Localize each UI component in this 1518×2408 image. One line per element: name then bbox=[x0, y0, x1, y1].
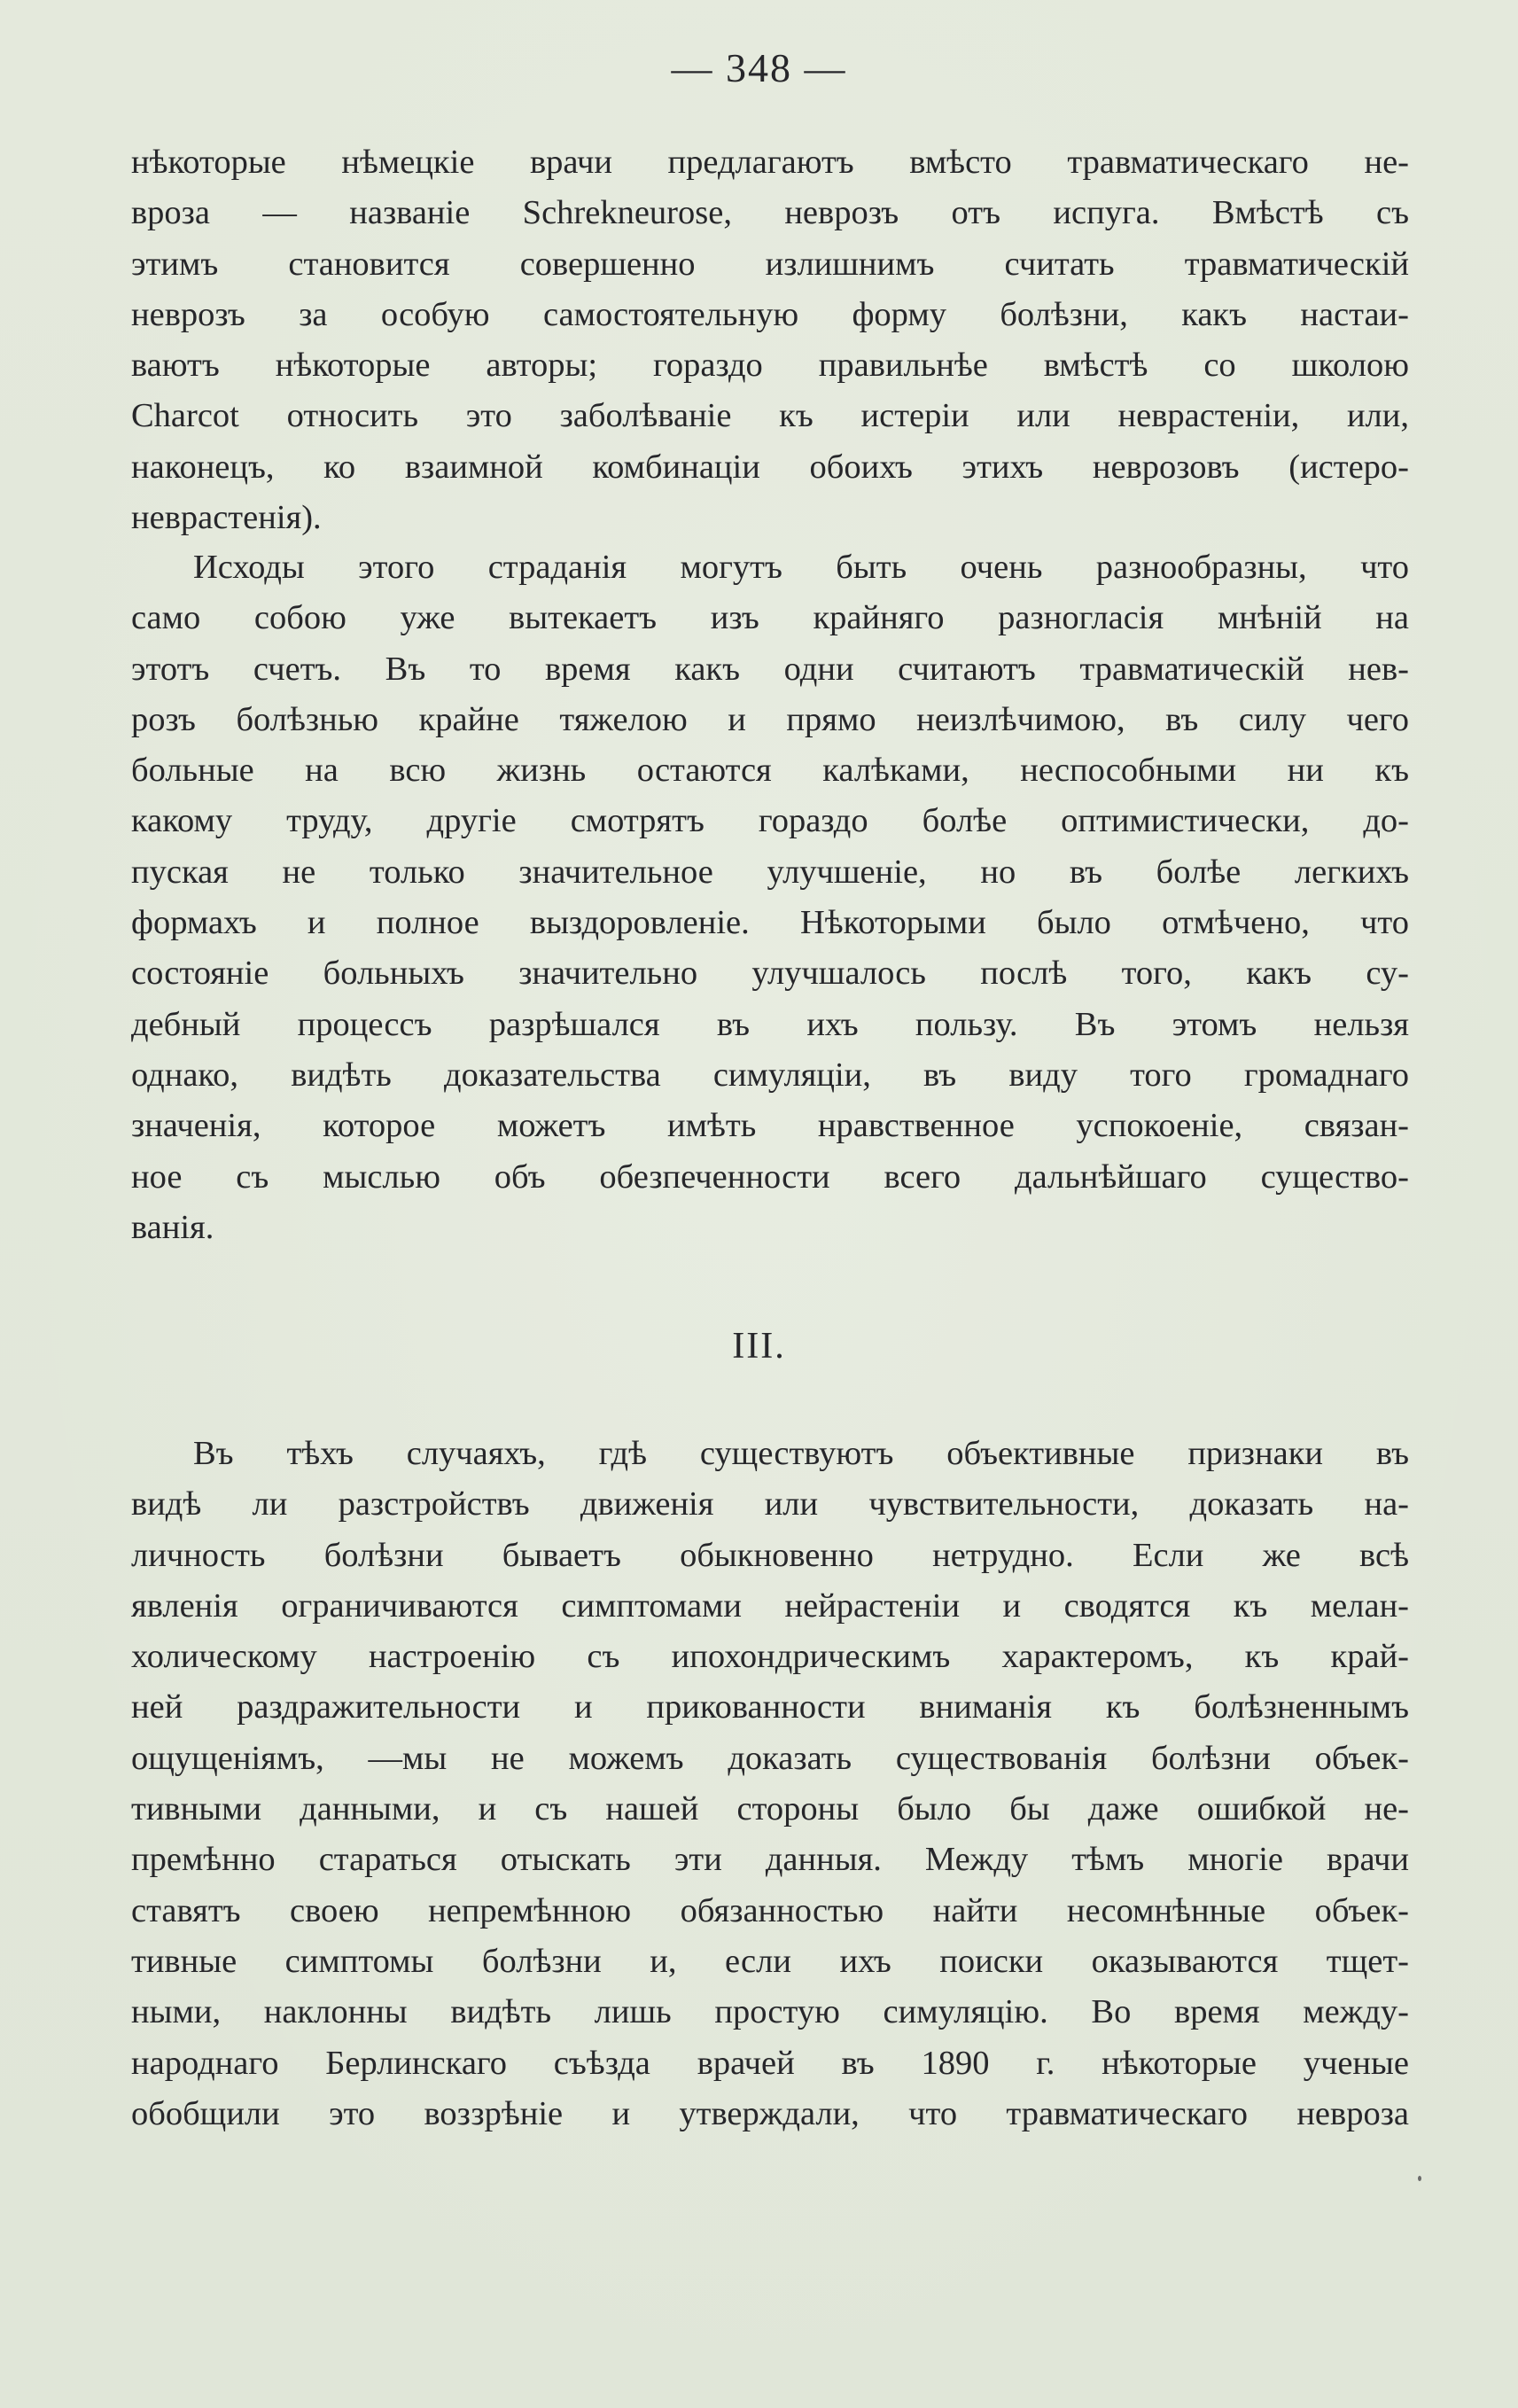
text-line: какому труду, другіе смотрятъ гораздо болѣе оптимистически, до- bbox=[131, 802, 1409, 840]
section-heading: III. bbox=[732, 1326, 786, 1367]
text-line: Charcot относить это заболѣваніе къ истеріи или неврастеніи, или, bbox=[131, 397, 1409, 435]
text-line: явленія ограничиваются симптомами нейрастеніи и сводятся къ мелан- bbox=[131, 1586, 1409, 1625]
text-line: тивными данными, и съ нашей стороны было бы даже ошибкой не- bbox=[131, 1790, 1409, 1828]
text-line: дебный процессъ разрѣшался въ ихъ пользу. Въ этомъ нельзя bbox=[131, 1005, 1409, 1043]
text-line: ное съ мыслью объ обезпеченности всего дальнѣйшаго существо- bbox=[131, 1157, 1409, 1196]
text-line: этотъ счетъ. Въ то время какъ одни считаютъ травматическій нев- bbox=[131, 650, 1409, 688]
text-line: вроза — названіе Schrekneurose, неврозъ отъ испуга. Вмѣстѣ съ bbox=[131, 194, 1409, 232]
text-line: однако, видѣть доказательства симуляціи, въ виду того громаднаго bbox=[131, 1056, 1409, 1094]
paper-speck bbox=[1418, 2176, 1421, 2181]
paragraph-3 bbox=[131, 1429, 1409, 2139]
text-line: значенія, которое можетъ имѣть нравственное успокоеніе, связан- bbox=[131, 1107, 1409, 1145]
text-line: Исходы этого страданія могутъ быть очень разнообразны, что bbox=[193, 549, 1409, 586]
text-line: народнаго Берлинскаго съѣзда врачей въ 1890 г. нѣкоторые ученые bbox=[131, 2044, 1409, 2082]
text-line: видѣ ли разстройствъ движенія или чувствительности, доказать на- bbox=[131, 1485, 1409, 1524]
text-line: премѣнно стараться отыскать эти данныя. Между тѣмъ многіе врачи bbox=[131, 1841, 1409, 1879]
text-line: ней раздражительности и прикованности вниманія къ болѣзненнымъ bbox=[131, 1688, 1409, 1726]
text-line: розъ болѣзнью крайне тяжелою и прямо неизлѣчимою, въ силу чего bbox=[131, 700, 1409, 738]
text-line: холическому настроенію съ ипохондрическимъ характеромъ, къ край- bbox=[131, 1638, 1409, 1676]
text-line: ставятъ своею непремѣнною обязанностью найти несомнѣнные объек- bbox=[131, 1891, 1409, 1929]
text-line: наконецъ, ко взаимной комбинаціи обоихъ этихъ неврозовъ (истеро- bbox=[131, 448, 1409, 486]
text-line: ванія. bbox=[131, 1208, 214, 1246]
text-line: пуская не только значительное улучшеніе, но въ болѣе легкихъ bbox=[131, 853, 1409, 891]
text-line: тивные симптомы болѣзни и, если ихъ поиски оказываются тщет- bbox=[131, 1942, 1409, 1980]
text-line: ными, наклонны видѣть лишь простую симуляцію. Во время между- bbox=[131, 1993, 1409, 2031]
text-line: ощущеніямъ, —мы не можемъ доказать существованія болѣзни объек- bbox=[131, 1739, 1409, 1777]
page-number: — 348 — bbox=[671, 45, 847, 90]
text-line: нѣкоторые нѣмецкіе врачи предлагаютъ вмѣсто травматическаго не- bbox=[131, 144, 1409, 181]
text-line: личность болѣзни бываетъ обыкновенно нетрудно. Если же всѣ bbox=[131, 1536, 1409, 1574]
text-line: больные на всю жизнь остаются калѣками, неспособными ни къ bbox=[131, 752, 1409, 790]
text-line: ваютъ нѣкоторые авторы; гораздо правильнѣе вмѣстѣ со школою bbox=[131, 347, 1409, 385]
paragraph-2 bbox=[131, 542, 1409, 1253]
text-line: состояніе больныхъ значительно улучшалось послѣ того, какъ су- bbox=[131, 955, 1409, 993]
text-line: само собою уже вытекаетъ изъ крайняго разногласія мнѣній на bbox=[131, 599, 1409, 637]
text-line: обобщили это воззрѣніе и утверждали, что травматическаго невроза bbox=[131, 2094, 1409, 2132]
text-line: Въ тѣхъ случаяхъ, гдѣ существуютъ объективные признаки въ bbox=[193, 1435, 1409, 1472]
text-line: неврозъ за особую самостоятельную форму болѣзни, какъ настаи- bbox=[131, 295, 1409, 333]
text-line: неврастенія). bbox=[131, 499, 322, 537]
text-line: этимъ становится совершенно излишнимъ считать травматическій bbox=[131, 245, 1409, 283]
paragraph-1 bbox=[131, 137, 1409, 543]
text-line: формахъ и полное выздоровленіе. Нѣкоторыми было отмѣчено, что bbox=[131, 904, 1409, 942]
